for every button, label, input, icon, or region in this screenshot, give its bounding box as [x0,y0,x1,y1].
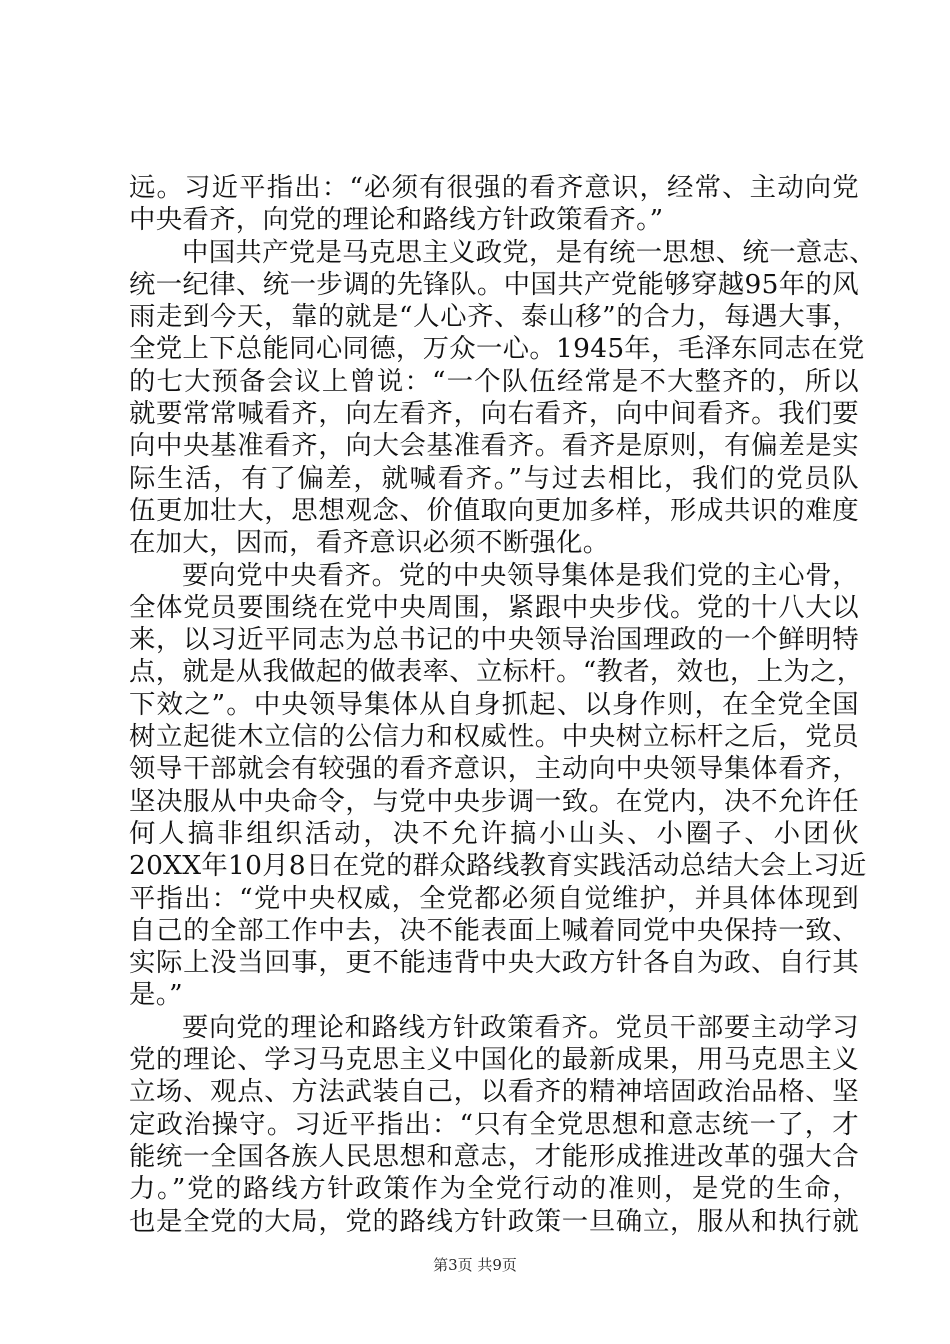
text-line: 定政治操守。习近平指出：“只有全党思想和意志统一了，才 [129,1108,859,1140]
text-line: 何人搞非组织活动，决不允许搞小山头、小圈子、小团伙 [129,817,859,849]
body-text [129,172,876,1238]
text-line: 中央看齐，向党的理论和路线方针政策看齐。” [129,204,664,236]
text-line: 实际上没当回事，更不能违背中央大政方针各自为政、自行其 [129,947,859,979]
text-line: 是。” [129,979,183,1011]
paragraph-first-line: 要向党的理论和路线方针政策看齐。党员干部要主动学习 [182,1011,859,1043]
text-line: 能统一全国各族人民思想和意志，才能形成推进改革的强大合 [129,1140,859,1172]
text-line: 的七大预备会议上曾说：“一个队伍经常是不大整齐的，所以 [129,365,859,397]
text-line: 树立起徙木立信的公信力和权威性。中央树立标杆之后，党员 [129,721,859,753]
text-line: 统一纪律、统一步调的先锋队。中国共产党能够穿越95年的风 [129,268,859,300]
text-line: 领导干部就会有较强的看齐意识，主动向中央领导集体看齐， [129,753,859,785]
text-line: 全党上下总能同心同德，万众一心。1945年，毛泽东同志在党 [129,333,865,365]
text-line: 力。”党的路线方针政策作为全党行动的准则，是党的生命， [129,1173,859,1205]
text-line: 雨走到今天，靠的就是“人心齐、泰山移”的合力，每遇大事， [129,301,859,333]
paragraph-first-line: 中国共产党是马克思主义政党，是有统一思想、统一意志、 [182,236,876,268]
text-line: 20XX年10月8日在党的群众路线教育实践活动总结大会上习近 [129,850,867,882]
text-line: 全体党员要围绕在党中央周围，紧跟中央步伐。党的十八大以 [129,591,859,623]
text-line: 就要常常喊看齐，向左看齐，向右看齐，向中间看齐。我们要 [129,398,859,430]
text-line: 也是全党的大局，党的路线方针政策一旦确立，服从和执行就 [129,1205,859,1237]
text-line: 来，以习近平同志为总书记的中央领导治国理政的一个鲜明特 [129,624,859,656]
text-line: 平指出：“党中央权威，全党都必须自觉维护，并具体体现到 [129,882,859,914]
text-line: 点，就是从我做起的做表率、立标杆。“教者，效也，上为之， [129,656,864,688]
paragraph-first-line: 要向党中央看齐。党的中央领导集体是我们党的主心骨， [182,559,859,591]
text-line: 党的理论、学习马克思主义中国化的最新成果，用马克思主义 [129,1044,859,1076]
text-line: 向中央基准看齐，向大会基准看齐。看齐是原则，有偏差是实 [129,430,859,462]
text-line: 坚决服从中央命令，与党中央步调一致。在党内，决不允许任 [129,785,859,817]
page-number-footer: 第3页 共9页 [433,1256,517,1274]
text-line: 伍更加壮大，思想观念、价值取向更加多样，形成共识的难度 [129,494,859,526]
text-line: 立场、观点、方法武装自己，以看齐的精神培固政治品格、坚 [129,1076,859,1108]
text-line: 下效之”。中央领导集体从自身抓起、以身作则，在全党全国 [129,688,859,720]
text-line: 在加大，因而，看齐意识必须不断强化。 [129,527,610,559]
text-line: 际生活，有了偏差，就喊看齐。”与过去相比，我们的党员队 [129,462,859,494]
text-line: 自己的全部工作中去，决不能表面上喊着同党中央保持一致、 [129,914,859,946]
text-line: 远。习近平指出：“必须有很强的看齐意识，经常、主动向党 [129,172,859,203]
